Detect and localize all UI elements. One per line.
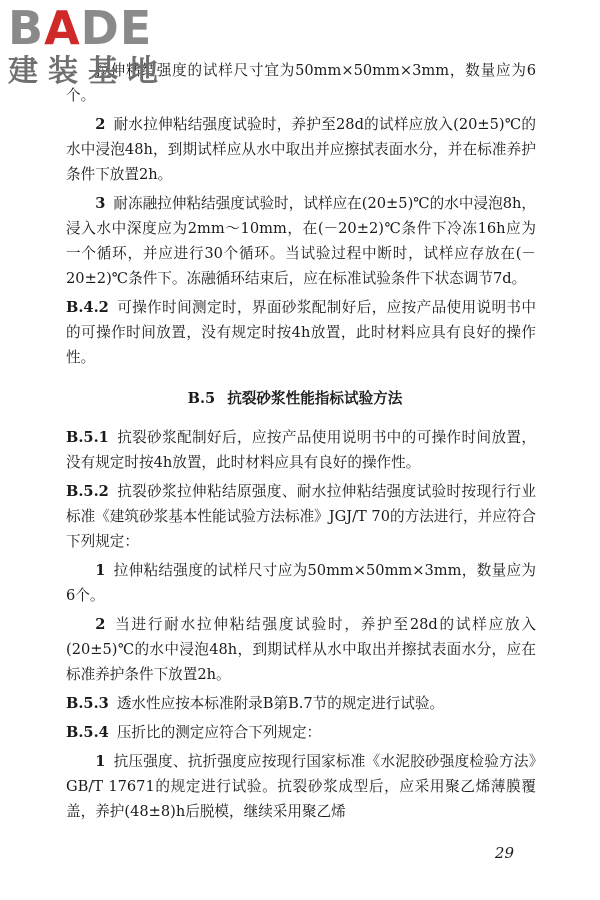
document-body: [66, 58, 536, 828]
clause-b54: [66, 720, 536, 745]
section-heading: [66, 386, 536, 411]
clause-b51: [66, 425, 536, 475]
item-text: 拉伸粘结强度的试样尺寸应为50mm×50mm×3mm，数量应为6个。: [66, 562, 536, 604]
logo-letter-b: B: [8, 1, 45, 55]
clause-label: B.5.4: [66, 724, 109, 741]
paragraph-text: 耐冻融拉伸粘结强度试验时，试样应在(20±5)℃的水中浸泡8h，浸入水中深度应为2mm～10mm，在(－20±2)℃条件下冷冻16h应为一个循环，并应进行30个循环。当试验过程中断时，试样应存放在(－20±2)℃条件下。冻融循环结束后，应在标准试验条件下状态调节7d。: [66, 195, 536, 287]
section-number: B.5: [187, 390, 216, 407]
item-number: 1: [95, 753, 106, 770]
page-number: 29: [494, 844, 514, 862]
paragraph-text: 耐水拉伸粘结强度试验时，养护至28d的试样应放入(20±5)℃的水中浸泡48h，到期试样应从水中取出并应擦拭表面水分，并在标准养护条件下放置2h。: [66, 116, 536, 183]
item-text: 抗压强度、抗折强度应按现行国家标准《水泥胶砂强度检验方法》GB/T 17671的规定进行试验。抗裂砂浆成型后，应采用聚乙烯薄膜覆盖，养护(48±8)h后脱模，继续采用聚乙烯: [66, 753, 536, 820]
clause-label: B.5.3: [66, 695, 109, 712]
item-number: 2: [95, 116, 106, 133]
clause-b42: [66, 295, 536, 370]
clause-text: 可操作时间测定时，界面砂浆配制好后，应按产品使用说明书中的可操作时间放置，没有规定时按4h放置，此时材料应具有良好的操作性。: [66, 299, 536, 366]
clause-label: B.5.2: [66, 483, 109, 500]
section-title: 抗裂砂浆性能指标试验方法: [227, 390, 403, 407]
paragraph-water-resistance: [66, 112, 536, 187]
clause-text: 压折比的测定应符合下列规定：: [116, 724, 322, 741]
item-text: 当进行耐水拉伸粘结强度试验时，养护至28d的试样应放入(20±5)℃的水中浸泡48h，到期试样从水中取出并擦拭表面水分，应在标准养护条件下放置2h。: [66, 616, 536, 683]
clause-label: B.4.2: [66, 299, 109, 316]
logo-letter-a: A: [44, 1, 81, 55]
item-number: 2: [95, 616, 106, 633]
paragraph-freeze-thaw: [66, 191, 536, 291]
logo-chinese: 建装基地: [8, 54, 168, 89]
clause-text: 透水性应按本标准附录B第B.7节的规定进行试验。: [116, 695, 445, 712]
clause-b53: [66, 691, 536, 716]
bade-logo: [8, 1, 178, 94]
paragraph-text: 拉伸粘结强度的试样尺寸宜为50mm×50mm×3mm，数量应为6个。: [66, 62, 536, 104]
logo-letters-de: DE: [80, 1, 153, 55]
logo-english: [8, 1, 178, 55]
list-item: [66, 612, 536, 687]
item-number: 3: [95, 195, 106, 212]
clause-label: B.5.1: [66, 429, 109, 446]
clause-text: 抗裂砂浆配制好后，应按产品使用说明书中的可操作时间放置，没有规定时按4h放置，此时材料应具有良好的操作性。: [66, 429, 536, 471]
list-item: [66, 749, 536, 824]
clause-b52: [66, 479, 536, 554]
list-item: [66, 558, 536, 608]
item-number: 1: [95, 562, 106, 579]
clause-text: 抗裂砂浆拉伸粘结原强度、耐水拉伸粘结强度试验时按现行行业标准《建筑砂浆基本性能试验方法标准》JGJ/T 70的方法进行，并应符合下列规定：: [66, 483, 536, 550]
